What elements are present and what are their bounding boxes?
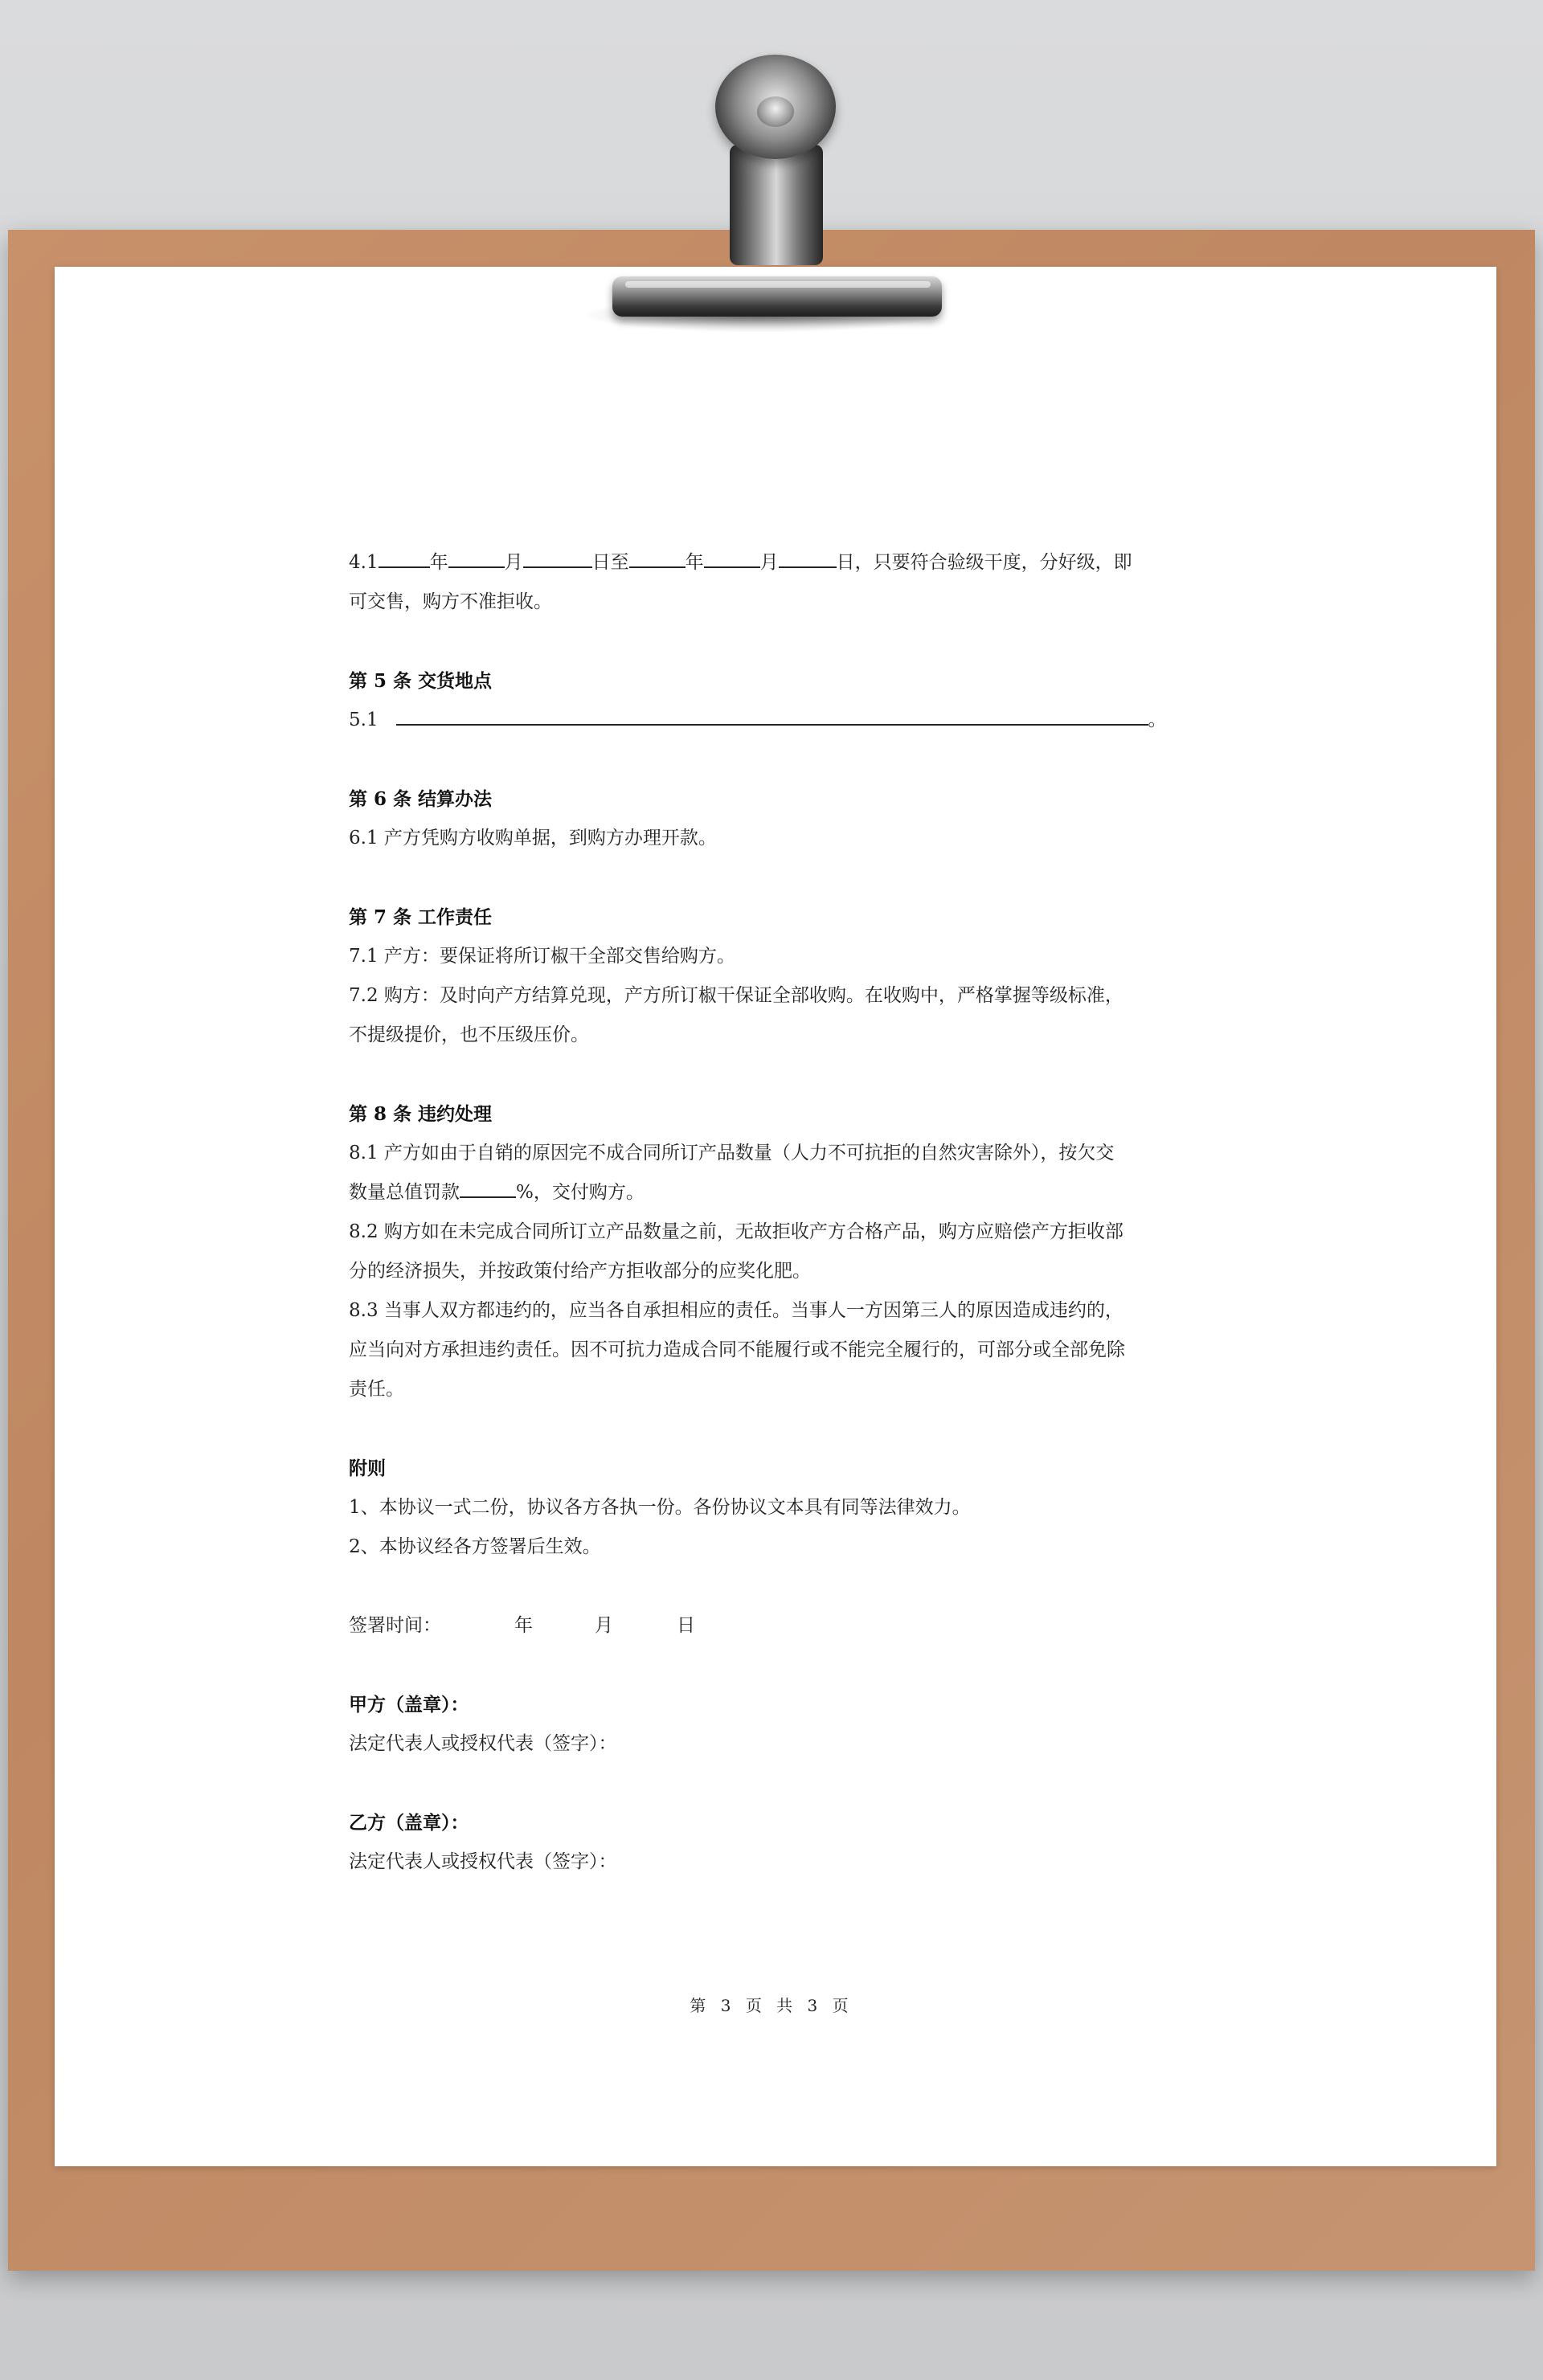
party-b-title: 乙方（盖章）： <box>349 1812 469 1834</box>
clause-7-2-line1: 7.2 购方：及时向产方结算兑现，产方所订椒干保证全部收购。在收购中，严格掌握等级标准， <box>349 985 1123 1006</box>
page-number: 第 3 页 共 3 页 <box>690 1996 853 2015</box>
appendix-item-1: 1、本协议一式二份，协议各方各执一份。各份协议文本具有同等法律效力。 <box>349 1497 971 1518</box>
party-b-representative: 法定代表人或授权代表（签字）： <box>349 1851 617 1872</box>
day-label: 日至 <box>591 552 629 573</box>
clause-7-1: 7.1 产方：要保证将所订椒干全部交售给购方。 <box>349 946 735 967</box>
party-a-representative: 法定代表人或授权代表（签字）： <box>349 1733 617 1754</box>
section-title: 附则 <box>349 1458 386 1479</box>
clause-number: 5.1 <box>349 710 379 730</box>
clause-5-1 <box>349 701 1193 740</box>
clause-8-3-line2: 应当向对方承担违约责任。因不可抗力造成合同不能履行或不能完全履行的，可部分或全部免除 <box>349 1339 1125 1360</box>
clause-8-2-line2: 分的经济损失，并按政策付给产方拒收部分的应奖化肥。 <box>349 1261 811 1282</box>
section-title: 第 5 条 交货地点 <box>349 670 493 692</box>
clause-7-2-line2: 不提级提价，也不压级压价。 <box>349 1024 589 1045</box>
blank-field[interactable] <box>379 552 430 568</box>
signing-date <box>349 1606 1193 1646</box>
blank-field[interactable] <box>779 552 837 568</box>
section-title: 第 8 条 违约处理 <box>349 1103 493 1125</box>
blank-field[interactable] <box>704 552 760 568</box>
clause-text: 日，只要符合验级干度，分好级，即 <box>836 552 1132 573</box>
month-label: 月 <box>504 552 523 573</box>
contract-text <box>349 543 1193 1882</box>
year-label: 年 <box>429 552 448 573</box>
clause-8-1-line2 <box>349 1173 1193 1212</box>
clause-text: %，交付购方。 <box>516 1182 645 1203</box>
month-label: 月 <box>759 552 779 573</box>
clause-8-3-line1: 8.3 当事人双方都违约的，应当各自承担相应的责任。当事人一方因第三人的原因造成违约的， <box>349 1300 1123 1321</box>
section-title: 第 6 条 结算办法 <box>349 788 493 810</box>
blank-field[interactable] <box>523 552 592 568</box>
clause-8-3-line3: 责任。 <box>349 1379 404 1400</box>
clause-4-1-line1 <box>349 543 1193 583</box>
month-label: 月 <box>595 1615 613 1636</box>
penalty-percent-field[interactable] <box>460 1182 516 1198</box>
year-label: 年 <box>685 552 704 573</box>
clause-8-2-line1: 8.2 购方如在未完成合同所订立产品数量之前，无故拒收产方合格产品，购方应赔偿产方拒收部 <box>349 1221 1123 1242</box>
clause-4-1-line2: 可交售，购方不准拒收。 <box>349 591 552 612</box>
clause-number: 4.1 <box>349 552 379 573</box>
binder-clip-icon <box>579 48 948 354</box>
clause-text: 数量总值罚款 <box>349 1182 460 1203</box>
blank-field[interactable] <box>629 552 686 568</box>
clause-6-1: 6.1 产方凭购方收购单据，到购方办理开款。 <box>349 828 717 849</box>
party-a-title: 甲方（盖章）： <box>349 1694 469 1715</box>
year-label: 年 <box>514 1615 533 1636</box>
blank-field[interactable] <box>448 552 505 568</box>
signing-date-label: 签署时间： <box>349 1615 441 1636</box>
section-title: 第 7 条 工作责任 <box>349 906 493 928</box>
day-label: 日 <box>677 1615 695 1636</box>
appendix-item-2: 2、本协议经各方签署后生效。 <box>349 1536 601 1557</box>
clause-8-1-line1: 8.1 产方如由于自销的原因完不成合同所订产品数量（人力不可抗拒的自然灾害除外），按欠交 <box>349 1143 1115 1163</box>
clause-text: 。 <box>1148 710 1167 730</box>
delivery-location-field[interactable] <box>396 710 1148 726</box>
